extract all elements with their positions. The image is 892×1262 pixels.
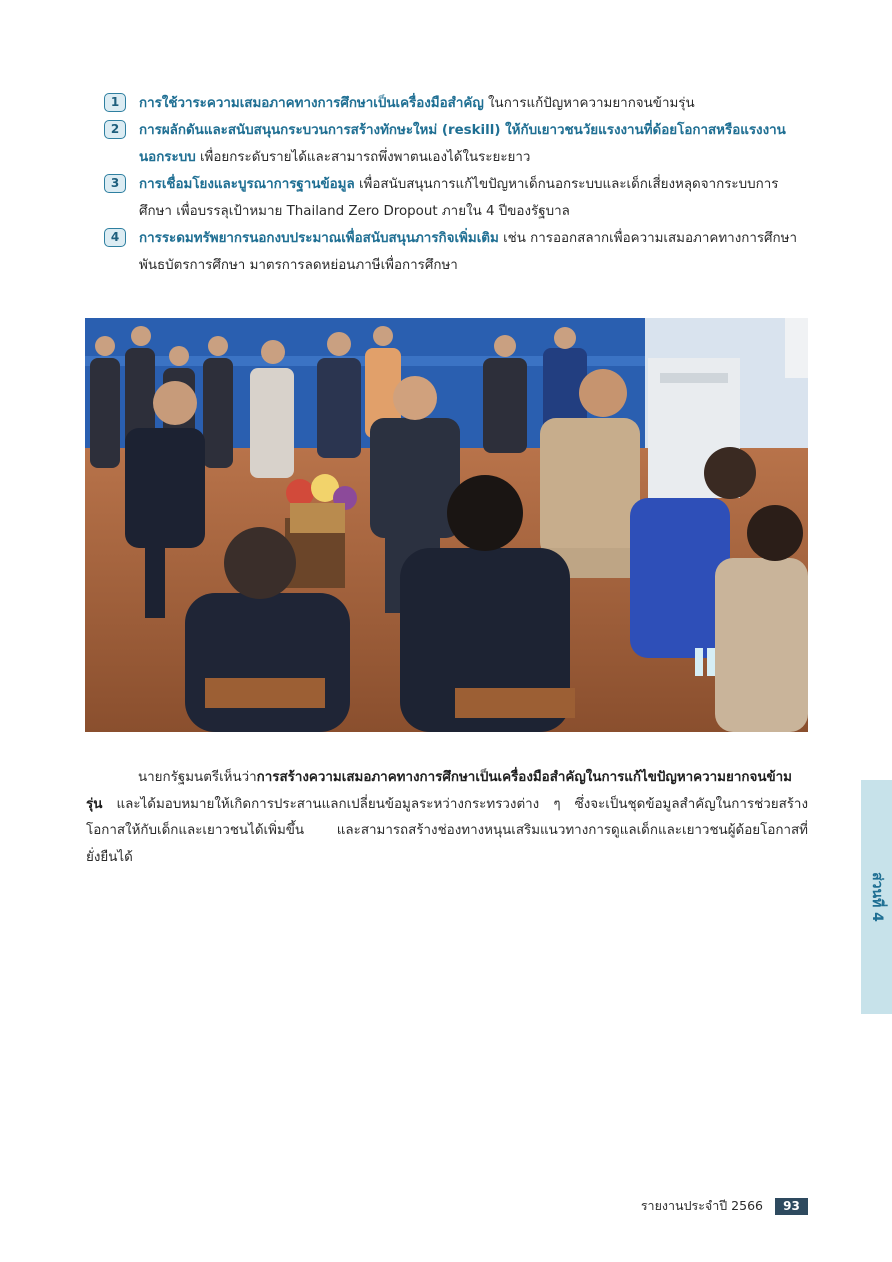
list-item (104, 171, 810, 225)
section-tab-label: ส่วนที่ 4 (868, 872, 885, 922)
item-bold-text: การระดมทรัพยากรนอกงบประมาณเพื่อสนับสนุนภารกิจเพิ่มเติม (139, 231, 499, 246)
meeting-photo-illustration (85, 318, 808, 732)
item-bold-text: การใช้วาระความเสมอภาคทางการศึกษาเป็นเครื่องมือสำคัญ (139, 96, 484, 111)
item-text: เช่น การออกสลากเพื่อความเสมอภาคทางการศึกษา พันธบัตรการศึกษา มาตรการลดหย่อนภาษีเพื่อการศึกษา (139, 231, 798, 273)
body-paragraph (86, 765, 808, 871)
footer-report-title: รายงานประจำปี 2566 (640, 1198, 763, 1213)
section-side-tab (861, 780, 892, 1014)
item-text: เพื่อยกระดับรายได้และสามารถพึ่งพาตนเองได้ในระยะยาว (195, 150, 531, 165)
list-item (104, 117, 810, 171)
page-footer (641, 1196, 808, 1216)
item-number-badge: 4 (104, 228, 126, 247)
meeting-photo (85, 318, 808, 732)
item-text: เพื่อสนับสนุนการแก้ไขปัญหาเด็กนอกระบบและเด็กเสี่ยงหลุดจากระบบการศึกษา เพื่อบรรลุเป้าหมาย Thailand Zero Dropout ภายใน 4 ปีของรัฐบาล (139, 177, 779, 219)
list-item (104, 225, 810, 279)
item-text: ในการแก้ปัญหาความยากจนข้ามรุ่น (483, 96, 695, 111)
item-number-badge: 3 (104, 174, 126, 193)
numbered-policy-list (104, 90, 810, 279)
item-bold-text: การผลักดันและสนับสนุนกระบวนการสร้างทักษะใหม่ (reskill) ให้กับเยาวชนวัยแรงงานที่ด้อยโอกาสหรือแรงงานนอกระบบ (139, 123, 786, 165)
paragraph-lead: นายกรัฐมนตรีเห็นว่า (138, 770, 257, 785)
item-number-badge: 2 (104, 120, 126, 139)
item-number-badge: 1 (104, 93, 126, 112)
page-number: 93 (775, 1198, 808, 1215)
paragraph-rest: และได้มอบหมายให้เกิดการประสานแลกเปลี่ยนข้อมูลระหว่างกระทรวงต่าง ๆ ซึ่งจะเป็นชุดข้อมูลสำคัญในการช่วยสร้างโอกาสให้กับเด็กและเยาวชนได้เพิ่มขึ้น และสามารถสร้างช่องทางหนุนเสริมแนวทางการดูแลเด็กและเยาวชนผู้ด้อยโอกาสที่ยั่งยืนได้ (86, 796, 808, 865)
item-bold-text: การเชื่อมโยงและบูรณาการฐานข้อมูล (139, 177, 355, 192)
paragraph-bold: การสร้างความเสมอภาคทางการศึกษาเป็นเครื่องมือสำคัญในการแก้ไขปัญหาความยากจนข้ามรุ่น (86, 770, 792, 812)
list-item (104, 90, 810, 117)
